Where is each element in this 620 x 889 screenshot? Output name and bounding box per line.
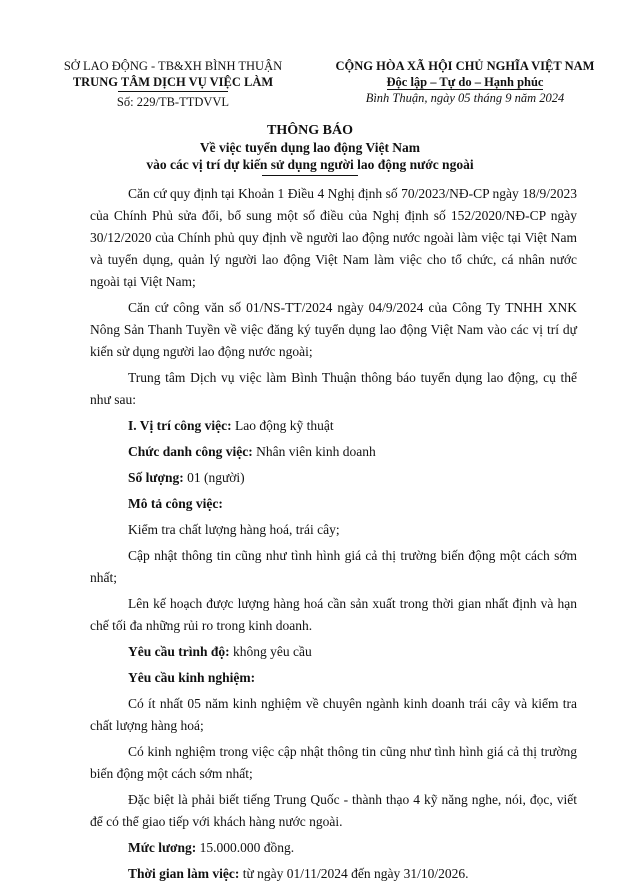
job-position-label: I. Vị trí công việc: — [128, 418, 232, 433]
issuer-header — [63, 58, 283, 110]
national-title: CỘNG HÒA XÃ HỘI CHỦ NGHĨA VIỆT NAM — [335, 59, 595, 73]
experience-item: Đặc biệt là phải biết tiếng Trung Quốc - thành thạo 4 kỹ năng nghe, nói, đọc, viết để có thể giao tiếp với khách hàng nước ngoài. — [90, 792, 577, 829]
job-description-heading — [90, 493, 577, 515]
description-label: Mô tả công việc: — [128, 496, 223, 511]
description-item: Kiểm tra chất lượng hàng hoá, trái cây; — [128, 522, 340, 537]
description-item: Cập nhật thông tin cũng như tình hình giá cả thị trường biến động một cách sớm nhất; — [90, 548, 577, 585]
subtitle-line-1: Về việc tuyển dụng lao động Việt Nam — [199, 140, 421, 155]
document-subtitle — [0, 139, 620, 173]
job-title-label: Chức danh công việc: — [128, 444, 253, 459]
education-requirement — [90, 641, 577, 663]
issuer-underline — [118, 91, 228, 92]
experience-heading — [90, 667, 577, 689]
job-title-value: Nhân viên kinh doanh — [252, 444, 376, 459]
experience-item: Có ít nhất 05 năm kinh nghiệm về chuyên ngành kinh doanh trái cây và kiểm tra chất lượng hàng hoá; — [90, 696, 577, 733]
title-underline — [262, 175, 358, 176]
place-date: Bình Thuận, ngày 05 tháng 9 năm 2024 — [365, 91, 565, 105]
experience-item: Có kinh nghiệm trong việc cập nhật thông tin cũng như tình hình giá cả thị trường biến động một cách sớm nhất; — [90, 744, 577, 781]
experience-label: Yêu cầu kinh nghiệm: — [128, 670, 256, 685]
subtitle-line-2: vào các vị trí dự kiến sử dụng người lao động nước ngoài — [146, 157, 474, 172]
work-period-value: từ ngày 01/11/2024 đến ngày 31/10/2026. — [239, 866, 469, 881]
salary-value: 15.000.000 đồng. — [196, 840, 295, 855]
salary — [90, 837, 577, 859]
work-period-label: Thời gian làm việc: — [128, 866, 240, 881]
national-motto: Độc lập – Tự do – Hạnh phúc — [386, 75, 544, 89]
issuing-organization: TRUNG TÂM DỊCH VỤ VIỆC LÀM — [72, 75, 274, 89]
quantity-value: 01 (người) — [183, 470, 245, 485]
job-position-value: Lao động kỹ thuật — [231, 418, 334, 433]
description-item: Lên kế hoạch được lượng hàng hoá cần sản xuất trong thời gian nhất định và hạn chế tối đa những rủi ro trong kinh doanh. — [90, 596, 577, 633]
intro-paragraph: Trung tâm Dịch vụ việc làm Bình Thuận thông báo tuyển dụng lao động, cụ thể như sau: — [90, 370, 577, 407]
document-number: Số: 229/TB-TTDVVL — [116, 95, 230, 109]
job-quantity — [90, 467, 577, 489]
document-body — [90, 183, 577, 889]
quantity-label: Số lượng: — [128, 470, 184, 485]
job-position — [90, 415, 577, 437]
education-label: Yêu cầu trình độ: — [128, 644, 230, 659]
education-value: không yêu cầu — [229, 644, 312, 659]
work-period — [90, 863, 577, 885]
document-title: THÔNG BÁO — [267, 123, 353, 138]
national-header — [325, 58, 605, 106]
salary-label: Mức lương: — [128, 840, 197, 855]
legal-basis-2: Căn cứ công văn số 01/NS-TT/2024 ngày 04/9/2024 của Công Ty TNHH XNK Nông Sản Thanh Tuyền về việc đăng ký tuyển dụng lao động Việt Nam vào các vị trí dự kiến sử dụng người lao động nước ngoài; — [90, 300, 577, 359]
legal-basis-1: Căn cứ quy định tại Khoản 1 Điều 4 Nghị định số 70/2023/NĐ-CP ngày 18/9/2023 của Chính Phủ sửa đổi, bổ sung một số điều của Nghị định số 152/2020/NĐ-CP ngày 30/12/2020 của Chính phủ quy định về người lao động nước ngoài làm việc tại Việt Nam và tuyển dụng, quản lý người lao động Việt Nam làm việc cho tổ chức, cá nhân nước ngoài tại Việt Nam; — [90, 186, 577, 289]
parent-organization: SỞ LAO ĐỘNG - TB&XH BÌNH THUẬN — [63, 59, 283, 73]
job-title — [90, 441, 577, 463]
